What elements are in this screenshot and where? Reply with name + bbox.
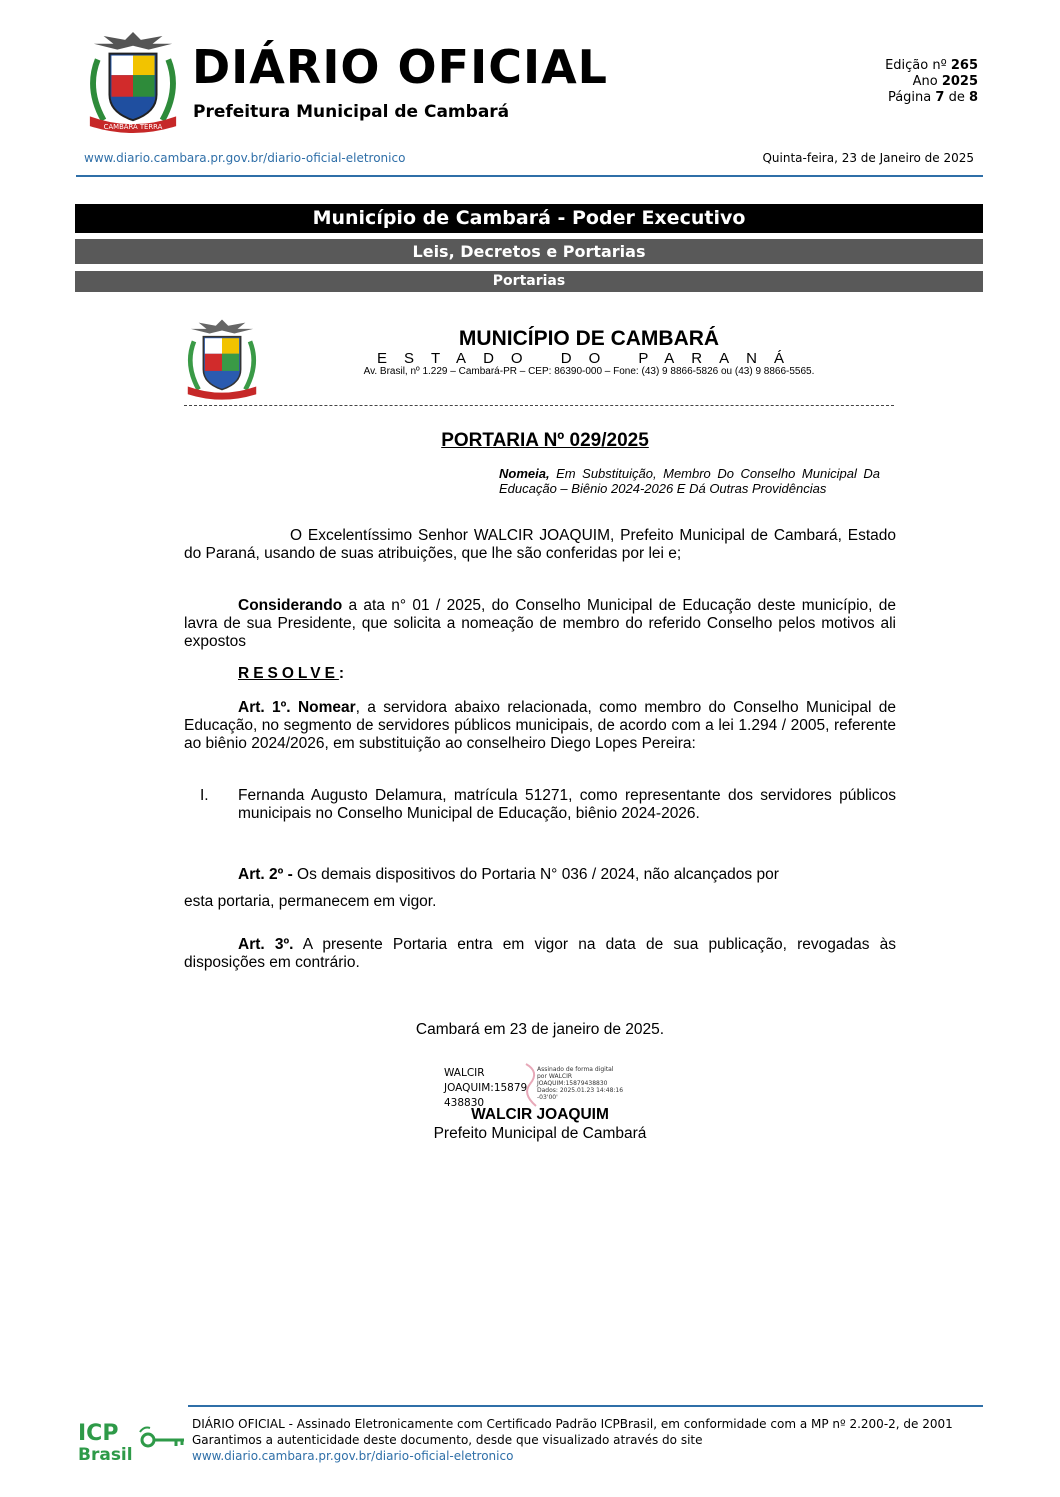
header-site-link[interactable]: www.diario.cambara.pr.gov.br/diario-oficial-eletronico [84,151,406,165]
letterhead-address: Av. Brasil, nº 1.229 – Cambará-PR – CEP: 86390-000 – Fone: (43) 9 8866-5826 ou (43) 9 8866-5565. [363,366,815,377]
page-total: 8 [968,90,978,105]
page-current: 7 [935,90,945,105]
resolve-colon: : [338,665,345,682]
letterhead-state: ESTADO DO PARANÁ [377,350,801,367]
footer-divider [188,1405,983,1407]
municipal-crest-icon [84,30,182,136]
signer-name: WALCIR JOAQUIM [471,1106,609,1123]
resolve-word: RESOLVE [238,665,339,682]
article-3 [184,936,896,972]
paper-subtitle: Prefeitura Municipal de Cambará [193,102,510,122]
article-1 [184,699,896,753]
paper-title: DIÁRIO OFICIAL [192,40,608,94]
icp-logo-top: ICP [78,1421,119,1446]
footer-line-1: DIÁRIO OFICIAL - Assinado Eletronicamente com Certificado Padrão ICPBrasil, em conformidade com a MP nº 2.200-2, de 2001 [192,1417,953,1431]
article-2 [184,866,896,884]
stamp-line: -03'00' [537,1094,558,1101]
intro-paragraph: O Excelentíssimo Senhor WALCIR JOAQUIM, Prefeito Municipal de Cambará, Estado do Paraná, usando de suas atribuições, que lhe são conferidas por lei e; [184,527,896,562]
considerando-lead: Considerando [238,597,343,614]
section-portarias-bar: Portarias [75,271,983,292]
edition-info [885,58,978,106]
stamp-line: JOAQUIM:15879438830 [537,1080,608,1087]
crest-motto: CAMBARÁ TERRA [103,123,163,132]
page-label: Página [887,90,932,105]
letterhead-crest-icon [182,318,262,402]
page-of: de [948,90,965,105]
letterhead-divider [184,405,894,406]
publication-date: Quinta-feira, 23 de Janeiro de 2025 [762,151,974,165]
article-3-lead: Art. 3º. [238,936,294,953]
considerando-text: a ata n° 01 / 2025, do Conselho Municipal de Educação deste município, de lavra de sua Presidente, que solicita a nomeação de membro do referido Conselho pelos motivos ali expostos [184,597,896,650]
ementa-text: Em Substituição, Membro Do Conselho Municipal Da Educação – Biênio 2024-2026 E Dá Outras Providências [499,466,880,496]
year-value: 2025 [941,74,978,89]
list-item-number: I. [200,787,209,804]
footer-site-link[interactable]: www.diario.cambara.pr.gov.br/diario-oficial-eletronico [192,1449,514,1463]
digital-signature-stamp [537,1066,637,1101]
edition-label: Edição nº [885,58,947,73]
considerando-paragraph [184,597,896,651]
page-line [885,90,978,106]
footer-line-2: Garantimos a autenticidade deste documento, desde que visualizado através do site [192,1433,703,1447]
document-ementa [499,466,880,496]
edition-line [885,58,978,74]
article-1-lead: Art. 1º. Nomear [238,699,356,716]
article-2-lead: Art. 2º - [238,866,293,883]
letterhead-title: MUNICÍPIO DE CAMBARÁ [458,327,720,350]
city-date: Cambará em 23 de janeiro de 2025. [415,1021,665,1038]
sig-name-line: 438830 [444,1097,485,1109]
sig-name-line: WALCIR [444,1067,485,1079]
section-executive-bar: Município de Cambará - Poder Executivo [75,204,983,233]
sig-name-line: JOAQUIM:15879 [444,1082,528,1094]
footer-text [192,1416,953,1464]
article-3-text: A presente Portaria entra em vigor na data de sua publicação, revogadas às disposições em contrário. [184,936,896,971]
stamp-line: Dados: 2025.01.23 14:48:16 [537,1087,624,1094]
article-2-continuation: esta portaria, permanecem em vigor. [184,893,437,910]
year-line [885,74,978,90]
document-title: PORTARIA Nº 029/2025 [441,430,649,451]
stamp-line: por WALCIR [537,1073,573,1080]
edition-number: 265 [950,58,978,73]
section-laws-bar: Leis, Decretos e Portarias [75,239,983,264]
year-label: Ano [912,74,938,89]
signer-role: Prefeito Municipal de Cambará [433,1125,647,1142]
ementa-lead: Nomeia, [499,466,550,481]
article-1-text: , a servidora abaixo relacionada, como membro do Conselho Municipal de Educação, no segmento de servidores públicos municipais, de acordo com a lei 1.294 / 2005, referente ao biênio 2024/2026, em substituição ao conselheiro Diego Lopes Pereira: [184,699,896,752]
stamp-line: Assinado de forma digital [537,1066,614,1073]
list-item-text: Fernanda Augusto Delamura, matrícula 51271, como representante dos servidores públicos municipais no Conselho Municipal de Educação, biênio 2024-2026. [238,787,896,822]
icp-brasil-logo-icon [78,1418,186,1464]
icp-logo-bottom: Brasil [78,1445,133,1464]
article-2-text: Os demais dispositivos do Portaria N° 036 / 2024, não alcançados por [292,866,779,883]
header-divider [76,175,983,177]
resolve-heading [238,665,344,683]
